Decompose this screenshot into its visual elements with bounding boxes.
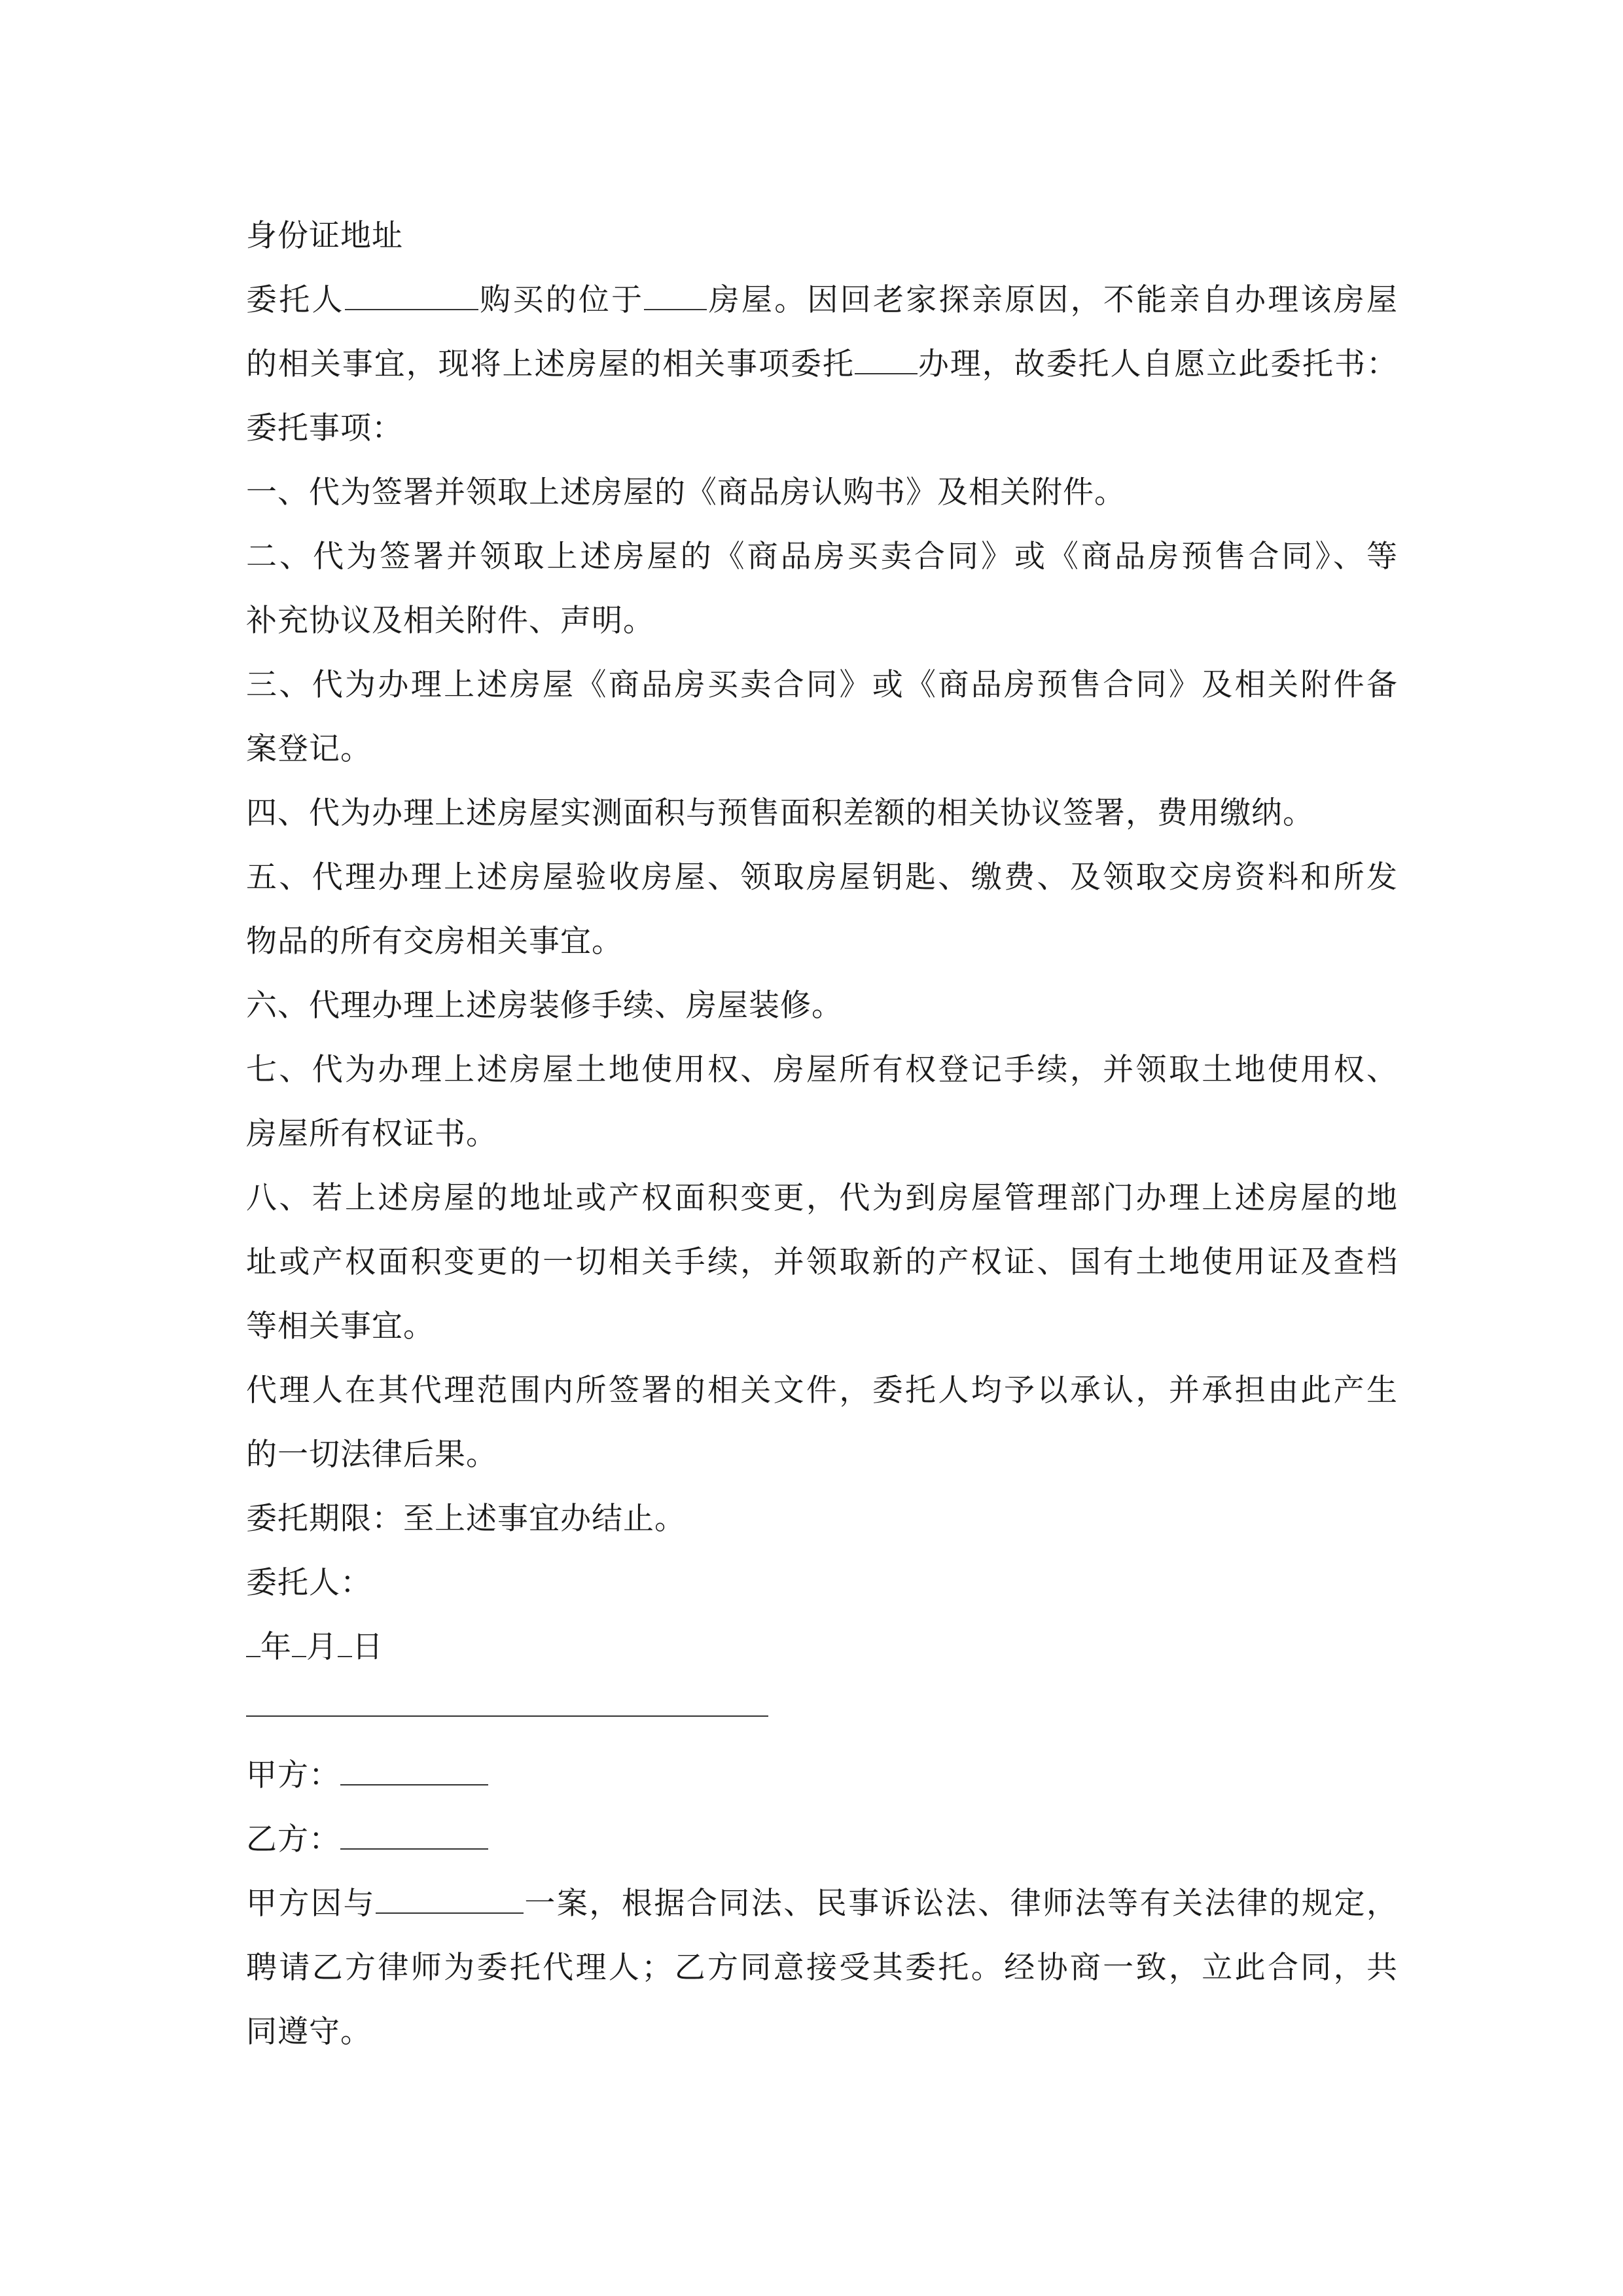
item-7-line-1: 七、代为办理上述房屋土地使用权、房屋所有权登记手续，并领取土地使用权、	[246, 1052, 1398, 1088]
document-body	[246, 204, 1398, 2064]
item-5-line-2: 物品的所有交房相关事宜。	[246, 924, 623, 960]
case-line-1: 甲方因与 一案，根据合同法、民事诉讼法、律师法等有关法律的规定，	[246, 1886, 1399, 1922]
item-6: 六、代理办理上述房装修手续、房屋装修。	[246, 988, 843, 1024]
item-8-line-1: 八、若上述房屋的地址或产权面积变更，代为到房屋管理部门办理上述房屋的地	[246, 1180, 1398, 1216]
item-7-line-2: 房屋所有权证书。	[246, 1116, 497, 1152]
case-party-blank[interactable]	[376, 1888, 524, 1914]
entrustment-period: 委托期限：至上述事宜办结止。	[246, 1501, 686, 1537]
principal-signature-label: 委托人：	[246, 1565, 372, 1601]
item-2-line-1: 二、代为签署并领取上述房屋的《商品房买卖合同》或《商品房预售合同》、等	[246, 539, 1398, 575]
id-address-line: 身份证地址	[246, 218, 403, 254]
case-line-3: 同遵守。	[246, 2014, 372, 2050]
acknowledgement-line-2: 的一切法律后果。	[246, 1437, 497, 1473]
party-a-blank[interactable]	[340, 1759, 488, 1785]
item-5-line-1: 五、代理办理上述房屋验收房屋、领取房屋钥匙、缴费、及领取交房资料和所发	[246, 859, 1398, 895]
principal-name-blank[interactable]	[345, 284, 478, 310]
entrusted-matters-heading: 委托事项：	[246, 410, 403, 446]
item-8-line-2: 址或产权面积变更的一切相关手续，并领取新的产权证、国有土地使用证及查档	[246, 1244, 1398, 1280]
party-a-line: 甲方：	[246, 1744, 1398, 1808]
case-line-2: 聘请乙方律师为委托代理人；乙方同意接受其委托。经协商一致，立此合同，共	[246, 1950, 1398, 1986]
item-4: 四、代为办理上述房屋实测面积与预售面积差额的相关协议签署，费用缴纳。	[246, 795, 1314, 831]
item-2-line-2: 补充协议及相关附件、声明。	[246, 603, 654, 639]
section-divider	[246, 1679, 1398, 1744]
month-blank[interactable]	[292, 1631, 306, 1657]
item-3-line-2: 案登记。	[246, 731, 372, 767]
agent-name-blank[interactable]	[855, 348, 918, 374]
property-location-blank[interactable]	[644, 284, 707, 310]
principal-purchase-line: 委托人 购买的位于 房屋。因回老家探亲原因，不能亲自办理该房屋	[246, 282, 1399, 318]
day-blank[interactable]	[338, 1631, 352, 1657]
date-line: 年 月 日	[246, 1615, 1398, 1679]
divider-rule	[246, 1715, 768, 1717]
party-b-line: 乙方：	[246, 1808, 1398, 1872]
item-1: 一、代为签署并领取上述房屋的《商品房认购书》及相关附件。	[246, 475, 1126, 511]
entrust-agent-line: 的相关事宜，现将上述房屋的相关事项委托 办理，故委托人自愿立此委托书：	[246, 346, 1399, 382]
item-3-line-1: 三、代为办理上述房屋《商品房买卖合同》或《商品房预售合同》及相关附件备	[246, 667, 1398, 703]
party-b-blank[interactable]	[340, 1823, 488, 1850]
acknowledgement-line-1: 代理人在其代理范围内所签署的相关文件，委托人均予以承认，并承担由此产生	[246, 1372, 1398, 1408]
item-8-line-3: 等相关事宜。	[246, 1308, 435, 1344]
year-blank[interactable]	[246, 1631, 260, 1657]
